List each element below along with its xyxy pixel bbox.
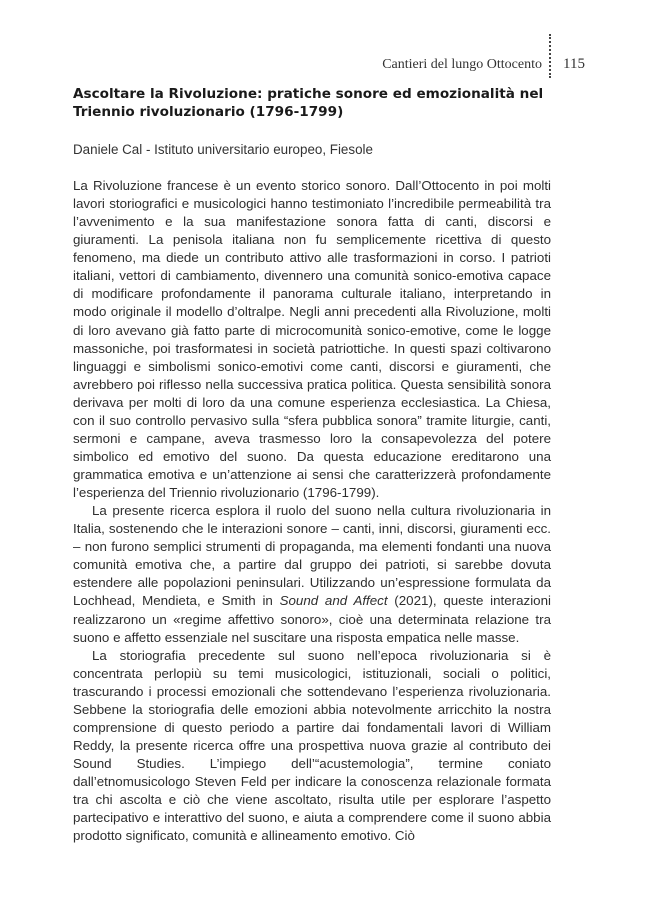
paragraph-2-text-a: La presente ricerca esplora il ruolo del suono nella cultura rivoluzionaria in Italia, sostenendo che le interazioni sonore – canti, inni, discorsi, giuramenti ecc. – non furono semplici strumenti di propaganda, ma elementi fondanti una nuova comunità emotiva che, a partire dal gruppo dei patrioti, si sarebbe dovuta estendere alle popolazioni peninsulari. Utilizzando un’espressione formulata da Lochhead, Mendieta, e Smith in	[73, 503, 551, 609]
paragraph-2	[73, 502, 551, 647]
author-affiliation: Daniele Cal - Istituto universitario europeo, Fiesole	[73, 142, 373, 157]
paragraph-1: La Rivoluzione francese è un evento storico sonoro. Dall’Ottocento in poi molti lavori storiografici e musicologici hanno testimoniato l’incredibile permeabilità tra l’avvenimento e la sua manifestazione sonora fatta di canti, discorsi e giuramenti. La penisola italiana non fu semplicemente ricettiva di questo fenomeno, ma diede un contributo attivo alle trasformazioni in corso. I patrioti italiani, vettori di cambiamento, divennero una comunità sonico-emotiva capace di modificare profondamente il panorama culturale italiano, interpretando in modo originale il modello d’oltralpe. Negli anni precedenti alla Rivoluzione, molti di loro avevano già fatto parte di microcomunità sonico-emotive, come le logge massoniche, poi trasformatesi in società patriottiche. In questi spazi coltivarono linguaggi e simbolismi sonico-emotivi come canti, discorsi e giuramenti, che avrebbero poi riflesso nella successiva pratica politica. Questa sensibilità sonora derivava per molti di loro da una comune esperienza ecclesiastica. La Chiesa, con il suo controllo pervasivo sulla “sfera pubblica sonora” tramite liturgie, canti, sermoni e campane, aveva trasmesso loro la consapevolezza del potere simbolico ed emotivo del suono. Da questa educazione ereditarono una grammatica emotiva e un’attenzione ai sensi che caratterizzerà profondamente l’esperienza del Triennio rivoluzionario (1796-1799).	[73, 178, 551, 501]
article-title: Ascoltare la Rivoluzione: pratiche sonore ed emozionalità nel Triennio rivoluzionario (1796-1799)	[73, 86, 544, 120]
paragraph-3: La storiografia precedente sul suono nell’epoca rivoluzionaria si è concentrata perlopiù su temi musicologici, istituzionali, sociali o politici, trascurando i processi emozionali che sottendevano l’esperienza rivoluzionaria. Sebbene la storiografia delle emozioni abbia notevolmente arricchito la nostra comprensione di questo periodo a partire dai fondamentali lavori di William Reddy, la presente ricerca offre una prospettiva nuova grazie al contributo dei Sound Studies. L’impiego dell’“acustemologia”, termine coniato dall’etnomusicologo Steven Feld per indicare la conoscenza relazionale formata tra chi ascolta e ciò che viene ascoltato, risulta utile per esplorare l’aspetto partecipativo e interattivo del suono, e aiuta a comprendere come il suono abbia prodotto significato, comunità e allineamento emotivo. Ciò	[73, 647, 551, 844]
running-head: Cantieri del lungo Ottocento	[382, 57, 542, 72]
header-divider	[549, 34, 551, 78]
article-body	[73, 177, 551, 845]
paragraph-2-text-b: (2021), queste interazioni realizzarono un «regime affettivo sonoro», cioè una determinata relazione tra suono e affetto essenziale nel suscitare una risposta empatica nelle masse.	[73, 593, 551, 645]
book-title: Sound and Affect	[279, 593, 388, 609]
page-number: 115	[563, 56, 585, 72]
